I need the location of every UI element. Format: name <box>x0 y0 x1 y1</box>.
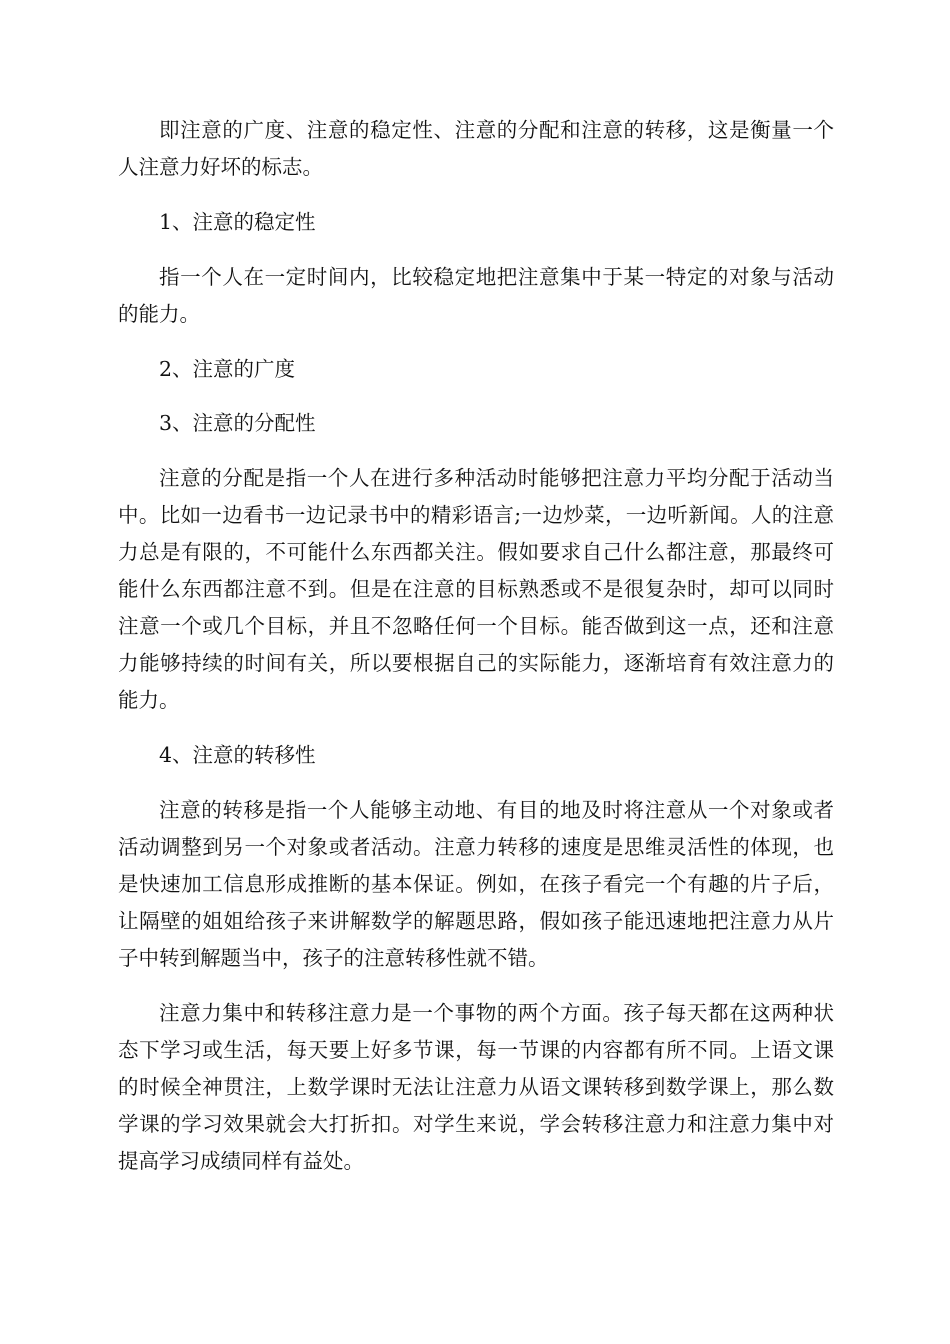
paragraph-distribution: 注意的分配是指一个人在进行多种活动时能够把注意力平均分配于活动当中。比如一边看书一边记录书中的精彩语言;一边炒菜，一边听新闻。人的注意力总是有限的，不可能什么东西都关注。假如要求自己什么都注意，那最终可能什么东西都注意不到。但是在注意的目标熟悉或不是很复杂时，却可以同时注意一个或几个目标，并且不忽略任何一个目标。能否做到这一点，还和注意力能够持续的时间有关，所以要根据自己的实际能力，逐渐培育有效注意力的能力。 <box>118 466 834 712</box>
heading-transfer: 4、注意的转移性 <box>159 743 316 767</box>
heading-distribution: 3、注意的分配性 <box>159 411 316 435</box>
document-page <box>118 112 834 1180</box>
paragraph-transfer: 注意的转移是指一个人能够主动地、有目的地及时将注意从一个对象或者活动调整到另一个对象或者活动。注意力转移的速度是思维灵活性的体现，也是快速加工信息形成推断的基本保证。例如，在孩子看完一个有趣的片子后，让隔壁的姐姐给孩子来讲解数学的解题思路，假如孩子能迅速地把注意力从片子中转到解题当中，孩子的注意转移性就不错。 <box>118 798 834 970</box>
paragraph-conclusion: 注意力集中和转移注意力是一个事物的两个方面。孩子每天都在这两种状态下学习或生活，每天要上好多节课，每一节课的内容都有所不同。上语文课的时候全神贯注，上数学课时无法让注意力从语文课转移到数学课上，那么数学课的学习效果就会大打折扣。对学生来说，学会转移注意力和注意力集中对提高学习成绩同样有益处。 <box>118 1001 834 1173</box>
paragraph-stability: 指一个人在一定时间内，比较稳定地把注意集中于某一特定的对象与活动的能力。 <box>118 265 834 326</box>
heading-breadth: 2、注意的广度 <box>159 357 296 381</box>
heading-stability: 1、注意的稳定性 <box>159 210 316 234</box>
paragraph-attention-qualities: 即注意的广度、注意的稳定性、注意的分配和注意的转移，这是衡量一个人注意力好坏的标志。 <box>118 118 834 179</box>
